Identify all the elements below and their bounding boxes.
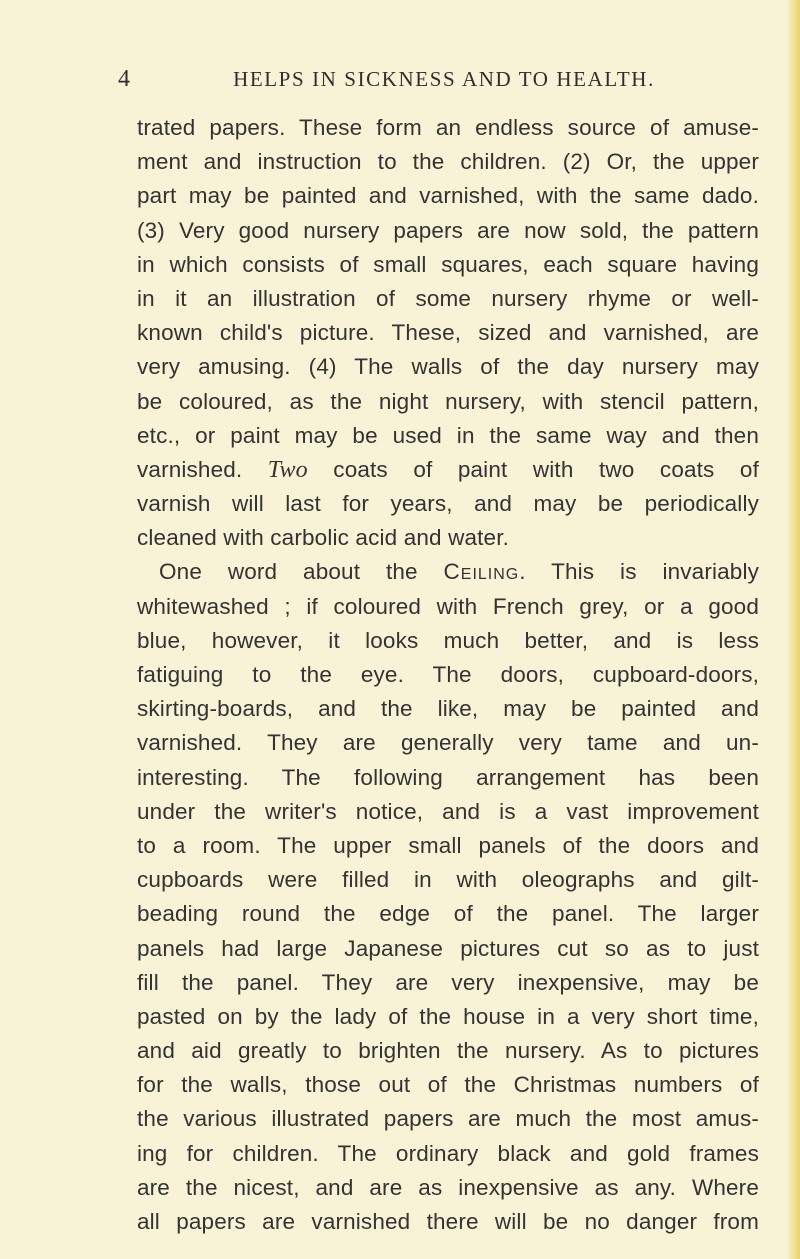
text-line: etc., or paint may be used in the same way and then [137, 422, 759, 448]
text-line: whitewashed ; if coloured with French grey, or a good [137, 593, 759, 619]
text-line: to a room. The upper small panels of the doors and [137, 832, 759, 858]
text-line: beading round the edge of the panel. The larger [137, 901, 759, 927]
text-line-paragraph-start [137, 555, 759, 589]
text-line: part may be painted and varnished, with the same dado. [137, 183, 759, 209]
text-line: fill the panel. They are very inexpensive, may be [137, 969, 759, 995]
text-line: very amusing. (4) The walls of the day nursery may [137, 354, 759, 380]
text-line: all papers are varnished there will be no danger from [137, 1209, 759, 1234]
text-segment: . This is invariably [519, 559, 759, 585]
text-line: cupboards were filled in with oleographs and gilt- [137, 867, 759, 893]
text-line: ing for children. The ordinary black and gold frames [137, 1140, 759, 1166]
text-line: be coloured, as the night nursery, with stencil pattern, [137, 388, 759, 414]
text-segment: One word about the [159, 559, 444, 585]
text-line: (3) Very good nursery papers are now sold, the pattern [137, 217, 759, 243]
page-number: 4 [118, 66, 130, 92]
page-edge-shading [786, 0, 800, 1259]
italic-word: Two [267, 456, 308, 483]
text-line: are the nicest, and are as inexpensive as any. Where [137, 1174, 759, 1200]
text-line: ment and instruction to the children. (2) Or, the upper [137, 149, 759, 175]
text-segment: coats of paint with two coats of [307, 456, 759, 482]
text-line: known child's picture. These, sized and varnished, are [137, 320, 759, 346]
text-line: interesting. The following arrangement has been [137, 764, 759, 790]
text-line-with-italic [137, 453, 759, 487]
text-line: fatiguing to the eye. The doors, cupboard-doors, [137, 662, 759, 687]
text-line: in it an illustration of some nursery rhyme or well- [137, 285, 759, 311]
text-line: varnished. They are generally very tame and un- [137, 730, 759, 756]
text-line: the various illustrated papers are much the most amus- [137, 1106, 759, 1132]
text-line: panels had large Japanese pictures cut so as to just [137, 935, 759, 961]
text-segment: varnished. [137, 456, 268, 482]
text-line: pasted on by the lady of the house in a very short time, [137, 1003, 759, 1029]
text-line: under the writer's notice, and is a vast improvement [137, 798, 759, 824]
text-line: skirting-boards, and the like, may be painted and [137, 696, 759, 722]
text-line: blue, however, it looks much better, and is less [137, 627, 759, 653]
running-head: HELPS IN SICKNESS AND TO HEALTH. [233, 67, 655, 91]
text-line: varnish will last for years, and may be periodically [137, 491, 759, 517]
text-line: in which consists of small squares, each square having [137, 251, 759, 277]
text-line: trated papers. These form an endless source of amuse- [137, 115, 759, 140]
page-header [118, 64, 758, 98]
text-line: and aid greatly to brighten the nursery. As to pictures [137, 1038, 759, 1064]
text-line-paragraph-end: cleaned with carbolic acid and water. [137, 525, 510, 551]
small-caps-word: Ceiling [443, 559, 520, 585]
text-line: for the walls, those out of the Christmas numbers of [137, 1072, 759, 1098]
body-text [137, 111, 759, 1239]
